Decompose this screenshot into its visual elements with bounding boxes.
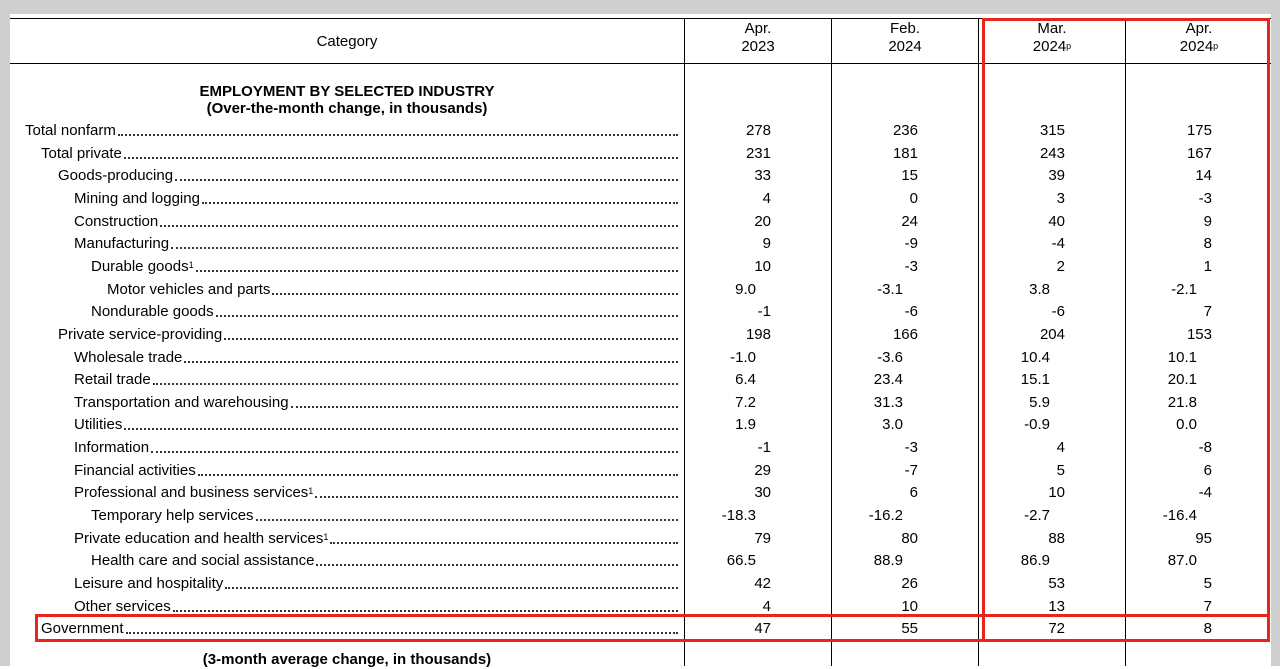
- row-label-text: [91, 507, 256, 525]
- table-cell: 5: [1056, 462, 1065, 479]
- row-label: [0, 571, 678, 593]
- table-cell: 10.1: [1167, 349, 1197, 366]
- row-label-text: [91, 258, 196, 276]
- table-cell: -18.3: [721, 507, 756, 524]
- row-label: [0, 322, 678, 344]
- row-label-text: [74, 462, 198, 480]
- leader-dots: [315, 496, 678, 498]
- table-cell: 72: [1048, 620, 1065, 637]
- column-header-month: Apr.: [1185, 20, 1213, 37]
- table-cell: 26: [901, 575, 918, 592]
- table-cell: 40: [1048, 213, 1065, 230]
- column-header-year: 2024: [888, 38, 922, 55]
- row-label-value: Leisure and hospitality: [74, 575, 224, 592]
- leader-dots: [216, 315, 678, 317]
- table-cell: 66.5: [726, 552, 756, 569]
- table-cell: 24: [901, 213, 918, 230]
- table-cell: 4: [762, 190, 771, 207]
- table-cell: 0: [909, 190, 918, 207]
- column-header-feb-2024: [832, 20, 978, 56]
- row-label-text: [74, 235, 171, 253]
- row-label-value: Utilities: [74, 416, 123, 433]
- leader-dots: [160, 225, 678, 227]
- table-cell: 15: [901, 167, 918, 184]
- leader-dots: [316, 564, 678, 566]
- footnote-marker: 1: [308, 486, 314, 496]
- table-cell: 167: [1186, 145, 1212, 162]
- table-cell: 39: [1048, 167, 1065, 184]
- column-header-year: 2024: [1032, 38, 1067, 55]
- row-label: [0, 503, 678, 525]
- leader-dots: [291, 406, 678, 408]
- leader-dots: [256, 519, 678, 521]
- table-cell: -1: [757, 439, 771, 456]
- row-label-value: Retail trade: [74, 371, 151, 388]
- leader-dots: [330, 542, 678, 544]
- table-cell: 9: [1203, 213, 1212, 230]
- leader-dots: [225, 587, 678, 589]
- row-label-value: Private service-providing: [58, 326, 223, 343]
- row-label-text: [74, 349, 184, 367]
- row-label-value: Private education and health services: [74, 530, 324, 547]
- table-cell: 7.2: [735, 394, 756, 411]
- row-label: [0, 209, 678, 231]
- row-label: [0, 526, 678, 548]
- table-cell: 153: [1186, 326, 1212, 343]
- window-top-bar: [0, 0, 1280, 14]
- table-cell: 21.8: [1167, 394, 1197, 411]
- table-cell: -6: [1051, 303, 1065, 320]
- row-label-value: Wholesale trade: [74, 349, 183, 366]
- column-header-year-line: [685, 38, 831, 56]
- row-label-text: [74, 416, 124, 434]
- row-label-value: Temporary help services: [91, 507, 254, 524]
- row-label-text: [58, 167, 175, 185]
- row-label-value: Total private: [41, 145, 122, 162]
- row-label-text: [74, 394, 291, 412]
- footnote-marker: 1: [323, 532, 329, 542]
- row-label-value: Financial activities: [74, 462, 196, 479]
- table-cell: -4: [1051, 235, 1065, 252]
- table-cell: 1: [1203, 258, 1212, 275]
- table-cell: 80: [901, 530, 918, 547]
- leader-dots: [171, 247, 678, 249]
- table-cell: 3.0: [882, 416, 903, 433]
- leader-dots: [224, 338, 678, 340]
- row-label: [0, 390, 678, 412]
- table-cell: 10: [754, 258, 771, 275]
- leader-dots: [272, 293, 678, 295]
- leader-dots: [124, 157, 678, 159]
- column-divider: [684, 18, 685, 666]
- row-label: [0, 118, 678, 140]
- table-cell: 88: [1048, 530, 1065, 547]
- table-cell: -6: [904, 303, 918, 320]
- table-cell: 2: [1056, 258, 1065, 275]
- section-subtitle: (Over-the-month change, in thousands): [206, 100, 488, 117]
- row-label: [0, 594, 678, 616]
- row-label: [0, 141, 678, 163]
- column-header-apr-2023: [685, 20, 831, 56]
- table-cell: 236: [892, 122, 918, 139]
- table-cell: 29: [754, 462, 771, 479]
- column-header-year: 2024: [1179, 38, 1214, 55]
- table-cell: 5: [1203, 575, 1212, 592]
- row-label-text: [74, 213, 160, 231]
- table-cell: 7: [1203, 303, 1212, 320]
- table-cell: 9: [762, 235, 771, 252]
- row-label-value: Health care and social assistance: [91, 552, 315, 569]
- table-cell: 9.0: [735, 281, 756, 298]
- highlight-box-government-row: [35, 614, 1270, 642]
- leader-dots: [151, 451, 678, 453]
- table-cell: 55: [901, 620, 918, 637]
- table-cell: 6: [909, 484, 918, 501]
- category-header: Category: [316, 32, 378, 50]
- row-label-text: [91, 552, 316, 570]
- table-cell: -16.2: [868, 507, 903, 524]
- row-label: [0, 458, 678, 480]
- table-cell: -9: [904, 235, 918, 252]
- table-cell: 10: [901, 598, 918, 615]
- table-cell: 175: [1186, 122, 1212, 139]
- row-label-value: Motor vehicles and parts: [107, 281, 271, 298]
- table-cell: 42: [754, 575, 771, 592]
- column-header-year-line: [832, 38, 978, 56]
- table-cell: 79: [754, 530, 771, 547]
- next-section-subtitle: (3-month average change, in thousands): [202, 651, 492, 668]
- table-cell: 8: [1203, 620, 1212, 637]
- row-label: [0, 186, 678, 208]
- row-label-value: Goods-producing: [58, 167, 174, 184]
- table-cell: 0.0: [1176, 416, 1197, 433]
- table-cell: -3.1: [877, 281, 903, 298]
- table-cell: 10.4: [1020, 349, 1050, 366]
- table-cell: -16.4: [1162, 507, 1197, 524]
- table-cell: 23.4: [873, 371, 903, 388]
- leader-dots: [153, 383, 678, 385]
- column-divider: [831, 18, 832, 666]
- table-cell: -8: [1198, 439, 1212, 456]
- table-cell: 231: [745, 145, 771, 162]
- table-cell: 33: [754, 167, 771, 184]
- row-label-value: Other services: [74, 598, 171, 615]
- table-cell: -1.0: [730, 349, 756, 366]
- table-cell: 20: [754, 213, 771, 230]
- row-label-value: Nondurable goods: [91, 303, 214, 320]
- row-label-value: Transportation and warehousing: [74, 394, 289, 411]
- footnote-marker: 1: [188, 260, 194, 270]
- window-right-edge: [1271, 14, 1280, 666]
- row-label-value: Construction: [74, 213, 159, 230]
- table-cell: -1: [757, 303, 771, 320]
- row-label: [0, 299, 678, 321]
- table-cell: 5.9: [1029, 394, 1050, 411]
- highlight-box-recent-months: [982, 18, 1270, 642]
- table-cell: 95: [1195, 530, 1212, 547]
- table-cell: 7: [1203, 598, 1212, 615]
- row-label: [0, 277, 678, 299]
- leader-dots: [124, 428, 678, 430]
- table-cell: 278: [745, 122, 771, 139]
- row-label-value: Government: [41, 620, 124, 637]
- row-label: [0, 345, 678, 367]
- row-label-value: Information: [74, 439, 150, 456]
- table-cell: 198: [745, 326, 771, 343]
- section-title: EMPLOYMENT BY SELECTED INDUSTRY: [199, 83, 495, 100]
- row-label: [0, 480, 678, 502]
- row-label-text: [58, 326, 224, 344]
- table-cell: 166: [892, 326, 918, 343]
- table-cell: 3: [1056, 190, 1065, 207]
- leader-dots: [118, 134, 678, 136]
- table-cell: 4: [1056, 439, 1065, 456]
- table-cell: 20.1: [1167, 371, 1197, 388]
- row-label-value: Mining and logging: [74, 190, 200, 207]
- row-label: [0, 548, 678, 570]
- table-cell: 47: [754, 620, 771, 637]
- leader-dots: [173, 610, 678, 612]
- table-cell: 14: [1195, 167, 1212, 184]
- table-cell: -3.6: [877, 349, 903, 366]
- table-cell: 3.8: [1029, 281, 1050, 298]
- leader-dots: [175, 179, 678, 181]
- row-label-text: [25, 122, 118, 140]
- table-cell: 181: [892, 145, 918, 162]
- leader-dots: [202, 202, 678, 204]
- preliminary-marker: p: [1213, 41, 1219, 51]
- row-label-value: Manufacturing: [74, 235, 170, 252]
- row-label-text: [74, 371, 153, 389]
- row-label: [0, 412, 678, 434]
- table-cell: 8: [1203, 235, 1212, 252]
- row-label-text: [41, 145, 124, 163]
- row-label-text: [74, 530, 330, 548]
- table-cell: 53: [1048, 575, 1065, 592]
- column-header-month: Apr.: [744, 20, 772, 37]
- column-header-month: Feb.: [889, 20, 920, 37]
- table-cell: 6.4: [735, 371, 756, 388]
- column-header-month: Mar.: [1037, 20, 1067, 37]
- row-label-text: [74, 439, 151, 457]
- row-label: [0, 435, 678, 457]
- preliminary-marker: p: [1066, 41, 1072, 51]
- leader-dots: [184, 361, 678, 363]
- table-cell: 86.9: [1020, 552, 1050, 569]
- row-label-value: Professional and business services: [74, 484, 309, 501]
- row-label-text: [74, 190, 202, 208]
- column-header-year: 2023: [741, 38, 775, 55]
- row-label-text: [74, 575, 225, 593]
- table-cell: 204: [1039, 326, 1065, 343]
- row-label-value: Total nonfarm: [25, 122, 116, 139]
- leader-dots: [198, 474, 678, 476]
- row-label: [0, 231, 678, 253]
- table-cell: -3: [904, 439, 918, 456]
- table-cell: -2.1: [1171, 281, 1197, 298]
- table-cell: -2.7: [1024, 507, 1050, 524]
- table-cell: 6: [1203, 462, 1212, 479]
- table-cell: -3: [1198, 190, 1212, 207]
- row-label-text: [74, 484, 315, 502]
- table-cell: 243: [1039, 145, 1065, 162]
- table-cell: -0.9: [1024, 416, 1050, 433]
- row-label: [0, 254, 678, 276]
- row-label: [0, 367, 678, 389]
- leader-dots: [196, 270, 678, 272]
- row-label-value: Durable goods: [91, 258, 189, 275]
- table-cell: 10: [1048, 484, 1065, 501]
- row-label-text: [107, 281, 272, 299]
- table-cell: 15.1: [1020, 371, 1050, 388]
- row-label-text: [91, 303, 216, 321]
- table-cell: 1.9: [735, 416, 756, 433]
- row-label: [0, 163, 678, 185]
- table-cell: 31.3: [873, 394, 903, 411]
- table-cell: 13: [1048, 598, 1065, 615]
- column-divider: [978, 18, 979, 666]
- table-cell: 87.0: [1167, 552, 1197, 569]
- table-cell: 4: [762, 598, 771, 615]
- table-cell: 315: [1039, 122, 1065, 139]
- table-cell: -7: [904, 462, 918, 479]
- table-cell: -3: [904, 258, 918, 275]
- table-cell: -4: [1198, 484, 1212, 501]
- table-cell: 30: [754, 484, 771, 501]
- table-cell: 88.9: [873, 552, 903, 569]
